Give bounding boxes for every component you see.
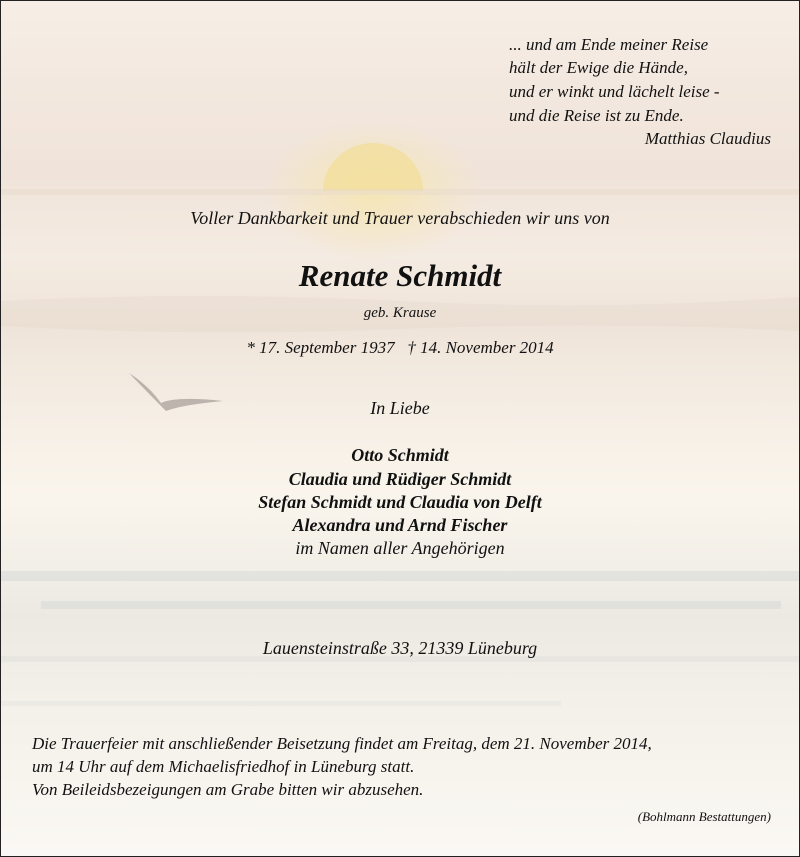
funeral-line: Von Beileidsbezeigungen am Grabe bitten wir abzusehen. (32, 780, 424, 799)
intro-text: Voller Dankbarkeit und Trauer verabschieden wir uns von (190, 208, 610, 228)
quote-line: ... und am Ende meiner Reise (509, 35, 709, 54)
deceased-name: Renate Schmidt (298, 258, 502, 293)
funeral-line: Die Trauerfeier mit anschließender Beisetzung findet am Freitag, dem 21. November 2014, (32, 734, 652, 753)
mourner-name: Stefan Schmidt und Claudia von Delft (258, 492, 542, 512)
quote-line: hält der Ewige die Hände, (509, 58, 688, 77)
mourners-intro: In Liebe (370, 398, 430, 418)
undertaker-credit: (Bohlmann Bestattungen) (637, 809, 771, 824)
address: Lauensteinstraße 33, 21339 Lüneburg (262, 638, 538, 658)
birth-name: geb. Krause (363, 305, 437, 321)
funeral-line: um 14 Uhr auf dem Michaelisfriedhof in Lüneburg statt. (32, 757, 415, 776)
mourner-name: Claudia und Rüdiger Schmidt (288, 469, 512, 489)
quote-author: Matthias Claudius (644, 129, 771, 148)
quote-line: und er winkt und lächelt leise - (509, 82, 720, 101)
mourners-closing: im Namen aller Angehörigen (295, 538, 505, 558)
life-dates: * 17. September 1937 † 14. November 2014 (246, 338, 554, 357)
mourner-name: Alexandra und Arnd Fischer (292, 515, 508, 535)
quote-line: und die Reise ist zu Ende. (509, 106, 684, 125)
mourner-name: Otto Schmidt (351, 445, 449, 465)
